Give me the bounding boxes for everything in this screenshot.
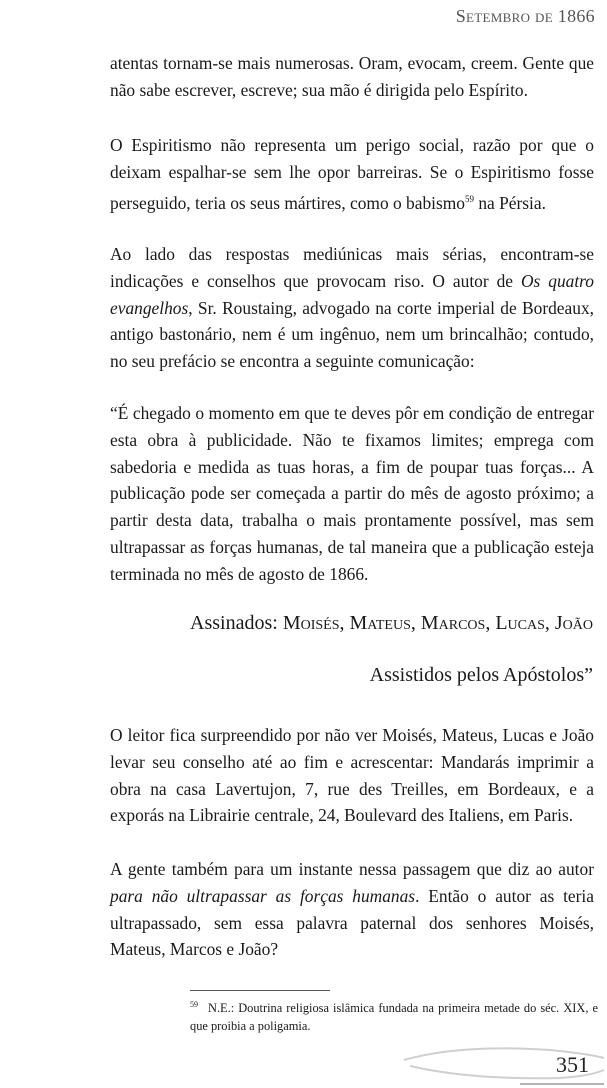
paragraph-3-text: Ao lado das respostas mediúnicas mais sérias, encontram-se indicações e conselhos que provocam riso. O autor de <box>110 244 594 291</box>
page-number-ornament <box>400 1040 607 1088</box>
emphasized-phrase: para não ultrapassar as forças humanas <box>110 885 416 906</box>
footnote <box>190 996 598 1035</box>
paragraph-5: O leitor fica surpreendido por não ver Moisés, Mateus, Lucas e João levar seu conselho até ao fim e acrescentar: Mandarás imprimir a obra na casa Lavertujon, 7, rue des Treilles, em Bordeaux, e a exporás na Librairie centrale, 24, Boulevard des Italiens, em Paris. <box>110 725 594 826</box>
paragraph-2-tail: na Pérsia. <box>473 192 546 213</box>
footnote-divider <box>190 990 330 991</box>
running-header: Setembro de 1866 <box>455 6 595 26</box>
paragraph-3-tail: , Sr. Roustaing, advogado na corte imperial de Bordeaux, antigo bastonário, nem é um ingênuo, nem um brincalhão; contudo, no seu prefácio se encontra a seguinte comunicação: <box>110 297 594 372</box>
page-number: 351 <box>556 1052 589 1077</box>
paragraph-3 <box>110 241 594 375</box>
signature-prefix: Assinados: <box>190 612 283 634</box>
paragraph-2-text: O Espiritismo não representa um perigo social, razão por que o deixam espalhar-se sem lhe opor barreiras. Se o Espiritismo fosse perseguido, teria os seus mártires, como o babismo <box>110 135 594 213</box>
paragraph-6 <box>110 856 594 963</box>
footnote-number: 59 <box>190 1000 198 1009</box>
book-title: Os quatro evangelhos <box>110 270 594 318</box>
paragraph-1: atentas tornam-se mais numerosas. Oram, evocam, creem. Gente que não sabe escrever, escreve; sua mão é dirigida pelo Espírito. <box>110 53 594 100</box>
paragraph-6-tail: . Então o autor as teria ultrapassado, sem essa palavra paternal dos senhores Moisés, Mateus, Marcos e João? <box>110 885 594 960</box>
signature-line <box>113 612 593 635</box>
footnote-text: N.E.: Doutrina religiosa islâmica fundada na primeira metade do séc. XIX, e que proibia a poligamia. <box>190 1001 598 1033</box>
signature-names: Moisés, Mateus, Marcos, Lucas, João <box>282 612 593 634</box>
quoted-communication: “É chegado o momento em que te deves pôr em condição de entregar esta obra à publicidade. Não te fixamos limites; emprega com sabedoria e medida as tuas horas, a fim de poupar tuas forças... A publicação pode ser começada a partir do mês de agosto próximo; a partir desta data, trabalha o mais prontamente possível, mas sem ultrapassar as forças humanas, de tal maneira que a publicação esteja terminada no mês de agosto de 1866. <box>110 403 594 584</box>
paragraph-2 <box>110 132 594 216</box>
footnote-reference[interactable]: 59 <box>464 193 474 204</box>
signature-line-2: Assistidos pelos Apóstolos” <box>369 664 593 686</box>
paragraph-6-text: A gente também para um instante nessa passagem que diz ao autor <box>110 859 594 879</box>
